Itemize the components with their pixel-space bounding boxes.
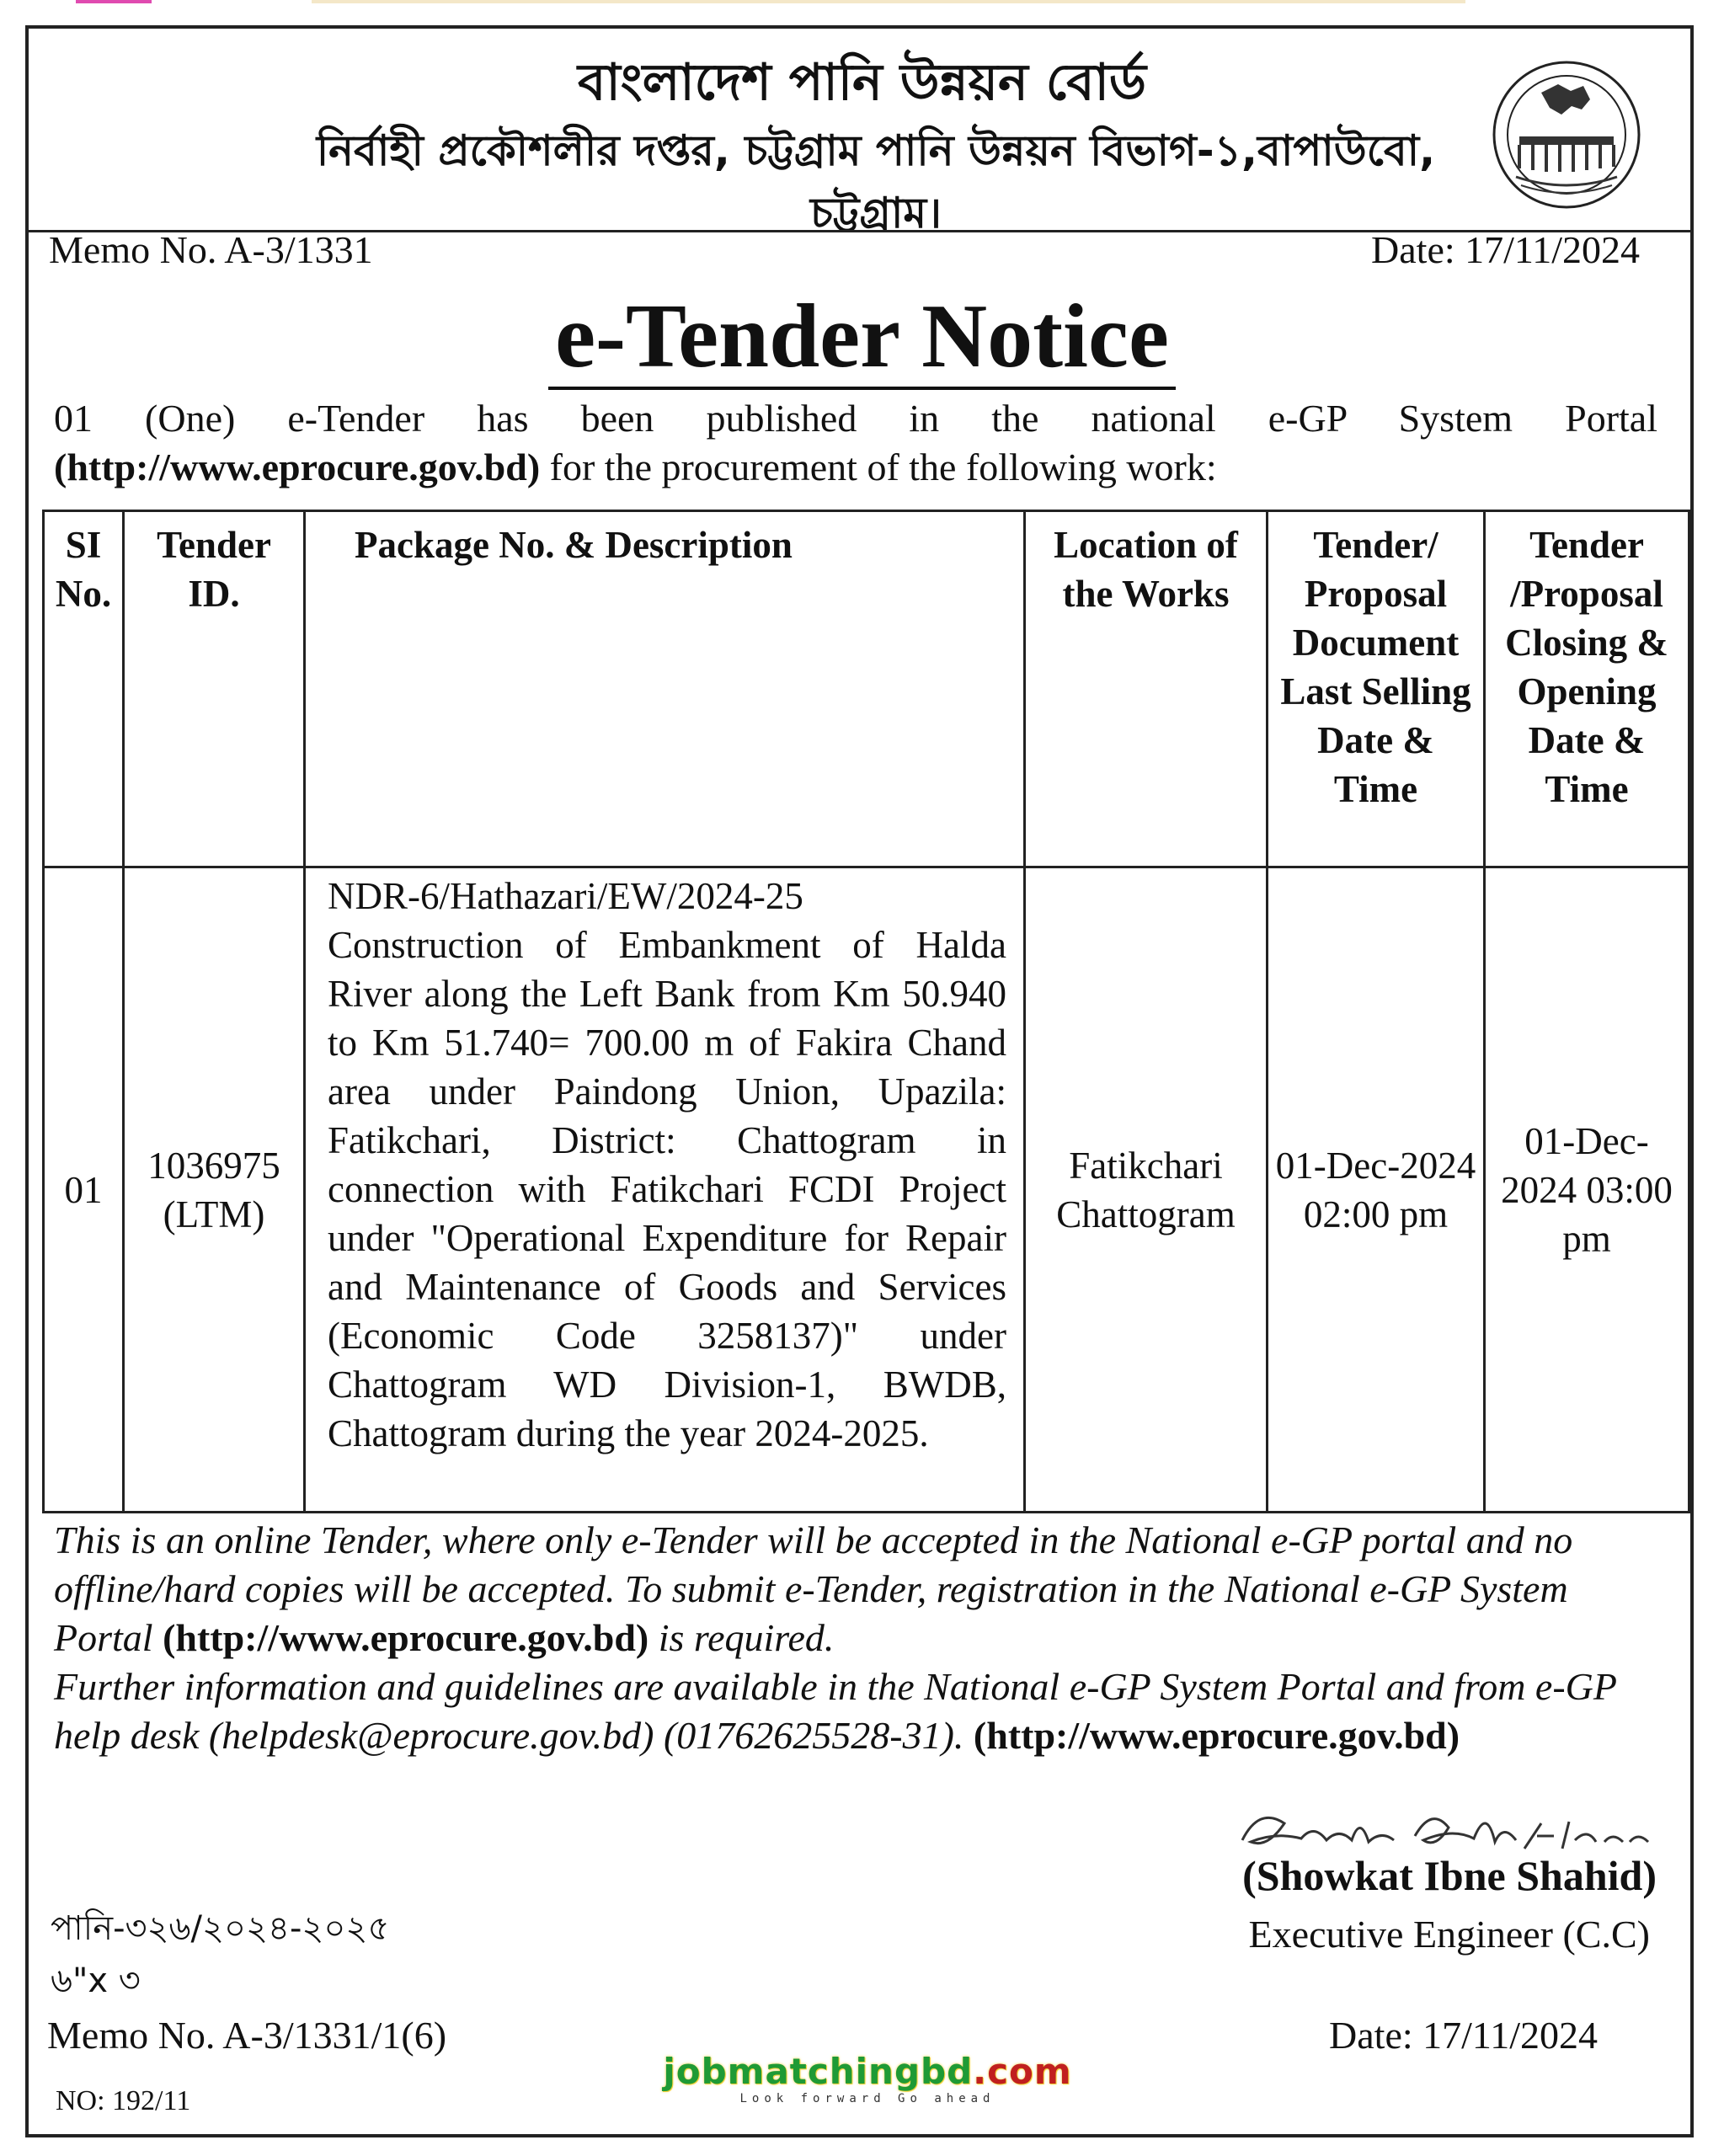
note-online-tender	[54, 1516, 1668, 1662]
tender-notes	[54, 1516, 1668, 1760]
col-header-tender-id: Tender ID.	[124, 511, 305, 867]
table-row	[44, 867, 1689, 1513]
eprocure-link[interactable]: (http://www.eprocure.gov.bd)	[54, 446, 541, 488]
office-address: নির্বাহী প্রকৌশলীর দপ্তর, চট্টগ্রাম পানি উন্নয়ন বিভাগ-১,বাপাউবো, চট্টগ্রাম।	[316, 126, 1436, 237]
watermark-domain: .com	[973, 2051, 1072, 2092]
note-text: is required.	[649, 1616, 835, 1659]
watermark-tagline: Look forward Go ahead	[739, 2092, 995, 2105]
table-header-row	[44, 511, 1689, 867]
strip-segment	[76, 0, 152, 3]
watermark-name	[649, 2052, 1086, 2092]
top-color-strip	[0, 0, 1724, 7]
intro-line-2	[54, 443, 1217, 492]
col-header-closing: Tender /Proposal Closing & Opening Date & Time	[1485, 511, 1689, 867]
watermark-site: jobmatchingbd	[663, 2051, 974, 2092]
cell-closing-date: 01-Dec-2024 03:00 pm	[1485, 867, 1689, 1513]
ad-size-bn: ৬"x ৩	[51, 1961, 141, 2000]
cell-selling-date: 01-Dec-2024 02:00 pm	[1268, 867, 1485, 1513]
cell-package	[305, 867, 1025, 1513]
page-title-wrap	[0, 286, 1724, 387]
signatory-designation: Executive Engineer (C.C)	[1248, 1913, 1650, 1956]
col-header-selling: Tender/ Proposal Document Last Selling Date & Time	[1268, 511, 1485, 867]
col-header-package: Package No. & Description	[305, 511, 1025, 867]
tender-table	[42, 510, 1690, 1513]
organization-name: বাংলাদেশ পানি উন্নয়ন বোর্ড	[577, 53, 1147, 112]
signatory-name: (Showkat Ibne Shahid)	[1242, 1852, 1657, 1899]
eprocure-link[interactable]: (http://www.eprocure.gov.bd)	[163, 1616, 649, 1659]
cell-tender-id: 1036975 (LTM)	[124, 867, 305, 1513]
memo-date-bottom: Date: 17/11/2024	[1329, 2014, 1598, 2057]
cell-location: Fatikchari Chattogram	[1025, 867, 1268, 1513]
intro-text: for the procurement of the following work:	[540, 446, 1217, 488]
memo-number-bottom: Memo No. A-3/1331/1(6)	[47, 2014, 447, 2057]
cell-sl: 01	[44, 867, 124, 1513]
col-header-location: Location of the Works	[1025, 511, 1268, 867]
memo-date: Date: 17/11/2024	[1371, 228, 1640, 271]
strip-segment	[312, 0, 1465, 3]
eprocure-link[interactable]: (http://www.eprocure.gov.bd)	[973, 1714, 1460, 1757]
package-description: Construction of Embankment of Halda River along the Left Bank from Km 50.940 to Km 51.740= 700.00 m of Fakira Chand area under Paindong Union, Upazila: Fatikchari, District: Chattogram in connection with Fatikchari FCDI Project under "Operational Expenditure for Repair and Maintenance of Goods and Services (Economic Code 3258137)" under Chattogram WD Division-1, BWDB, Chattogram during the year 2024-2025.	[328, 924, 1006, 1454]
note-text: This is an online Tender, where only e-Tender will be accepted in the National e-GP portal and no offline/hard copies will be accepted. To submit e-Tender, registration in the National e-GP System Portal	[54, 1518, 1573, 1659]
note-text: Further information and guidelines are available in the National e-GP System Portal and from e-GP help desk (helpdesk@eprocure.gov.bd) (01762625528-31).	[54, 1665, 1617, 1757]
note-further-info	[54, 1662, 1668, 1760]
package-number: NDR-6/Hathazari/EW/2024-25	[328, 875, 803, 917]
reference-number-bn: পানি-৩২৬/২০২৪-২০২৫	[51, 1909, 390, 1948]
watermark-logo	[649, 2052, 1086, 2105]
memo-number: Memo No. A-3/1331	[49, 228, 373, 271]
page-title: e-Tender Notice	[548, 286, 1176, 390]
col-header-sl: SI No.	[44, 511, 124, 867]
serial-number: NO: 192/11	[56, 2085, 191, 2116]
bwdb-seal-icon	[1491, 59, 1642, 211]
intro-line-1: 01 (One) e-Tender has been published in the national e-GP System Portal	[54, 397, 1657, 440]
